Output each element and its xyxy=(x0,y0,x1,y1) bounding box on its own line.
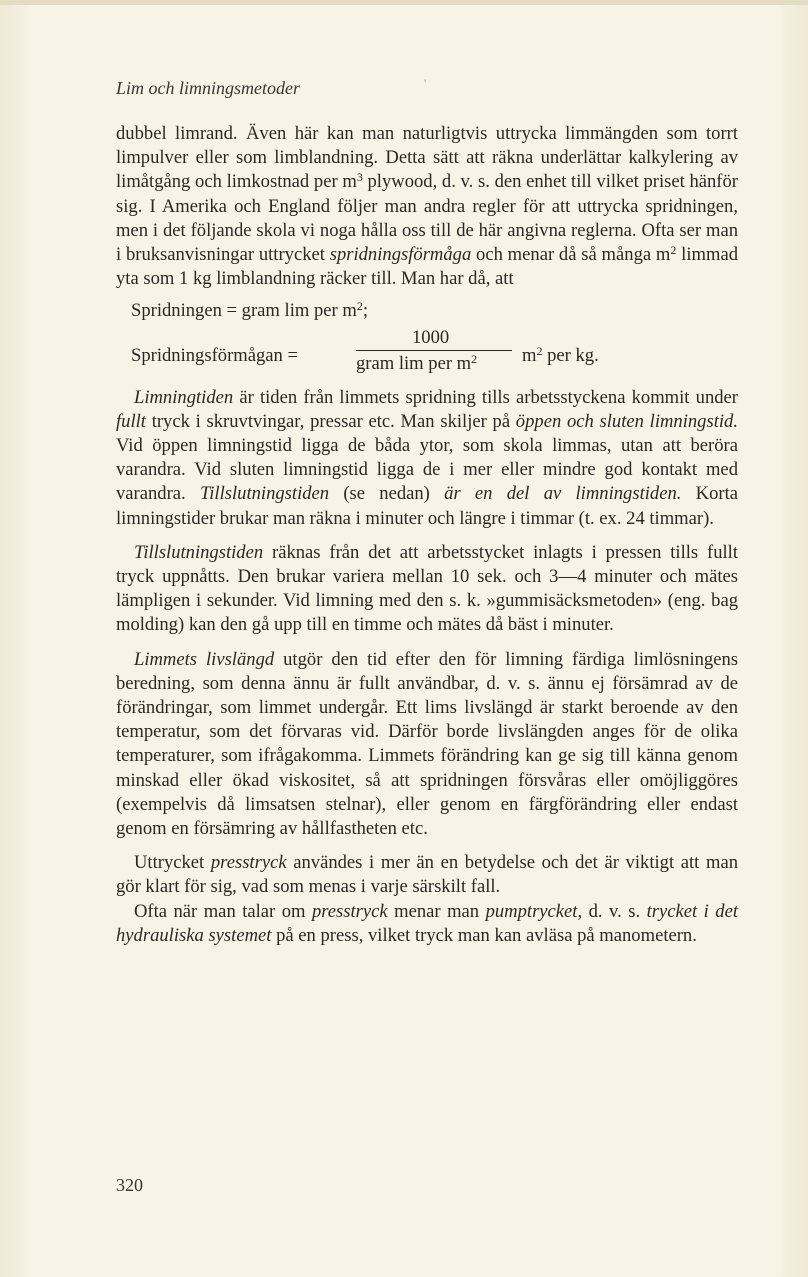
paragraph-limningtiden: Limningtiden är tiden från limmets spridning tills arbetsstyckena kommit under fullt tryck i skruvtvingar, pressar etc. Man skiljer på öppen och sluten limningstid. Vid öppen limningstid ligga de båda ytor, som skola limmas, utan att beröra varandra. Vid sluten limningstid ligga de i mer eller mindre god kontakt med varandra. Tillslutningstiden (se nedan) är en del av limningstiden. Korta limningstider brukar man räkna i minuter och längre i timmar (t. ex. 24 timmar). xyxy=(116,386,738,529)
fraction-bar xyxy=(356,350,512,351)
paragraph-1: dubbel limrand. Även här kan man naturligtvis uttrycka limmängden som torrt limpulver eller som limblandning. Detta sätt att räkna underlättar kalkylering av limåtgång och limkostnad per $m^3$ plywood, d. v. s. den enhet till vilket priset hänför sig. I Amerika och England följer man andra regler för att uttrycka spridningen, men i det följande skola vi noga hålla oss till de här angivna reglerna. Ofta ser man i bruksanvisningar uttrycket spridningsförmåga och menar då så många $m^2$ limmad yta som 1 kg limblandning räcker till. Man har då, att xyxy=(116,123,738,290)
formula-denominator: gram lim per $m^2$ xyxy=(356,351,478,374)
running-title: Lim och limningsmetoder xyxy=(116,78,300,98)
body-text xyxy=(116,122,738,948)
formula-lhs: Spridningsförmågan = xyxy=(131,344,298,366)
paragraph-pumptrycket: Ofta när man talar om presstryck menar man pumptrycket, d. v. s. trycket i det hydrauliska systemet på en press, vilket tryck man kan avläsa på manometern. xyxy=(116,900,738,946)
paragraph-livslangd: Limmets livslängd utgör den tid efter den för limning färdiga limlösningens beredning, som denna ännu är fullt användbar, d. v. s. ännu ej försämrad av de förändringar, som limmet undergår. Ett lims livslängd är starkt beroende av den temperatur, som det förvaras vid. Därför borde livslängden anges för de olika temperaturer, som ifrågakomma. Limmets förändring kan ge sig till känna genom minskad eller ökad viskositet, så att spridningen försvåras eller omöjliggöres (exempelvis då limsatsen stelnar), eller genom en färgförändring eller endast genom en försämring av hållfastheten etc. xyxy=(116,648,739,840)
paragraph-tillslutningstiden: Tillslutningstiden räknas från det att arbetsstycket inlagts i pressen tills fullt tryck uppnåtts. Den brukar variera mellan 10 sek. och 3—4 minuter och mätes lämpligen i sekunder. Vid limning med den s. k. »gummisäcksmetoden» (eng. bag molding) kan den gå upp till en timme och mätes då bäst i minuter. xyxy=(116,541,738,636)
formula-unit: $m^2$ per kg. xyxy=(522,343,599,366)
formula-spridningen: Spridningen = gram lim per $m^2$; xyxy=(131,299,369,322)
print-mark: ' xyxy=(424,76,427,90)
formula-numerator: 1000 xyxy=(412,326,450,348)
formula-spridningsformagan xyxy=(116,328,738,380)
paragraph-presstryck: Uttrycket presstryck användes i mer än en betydelse och det är viktigt att man gör klart för sig, vad som menas i varje särskilt fall. xyxy=(116,852,738,898)
page-number: 320 xyxy=(116,1175,143,1195)
page-top-edge xyxy=(0,0,808,5)
